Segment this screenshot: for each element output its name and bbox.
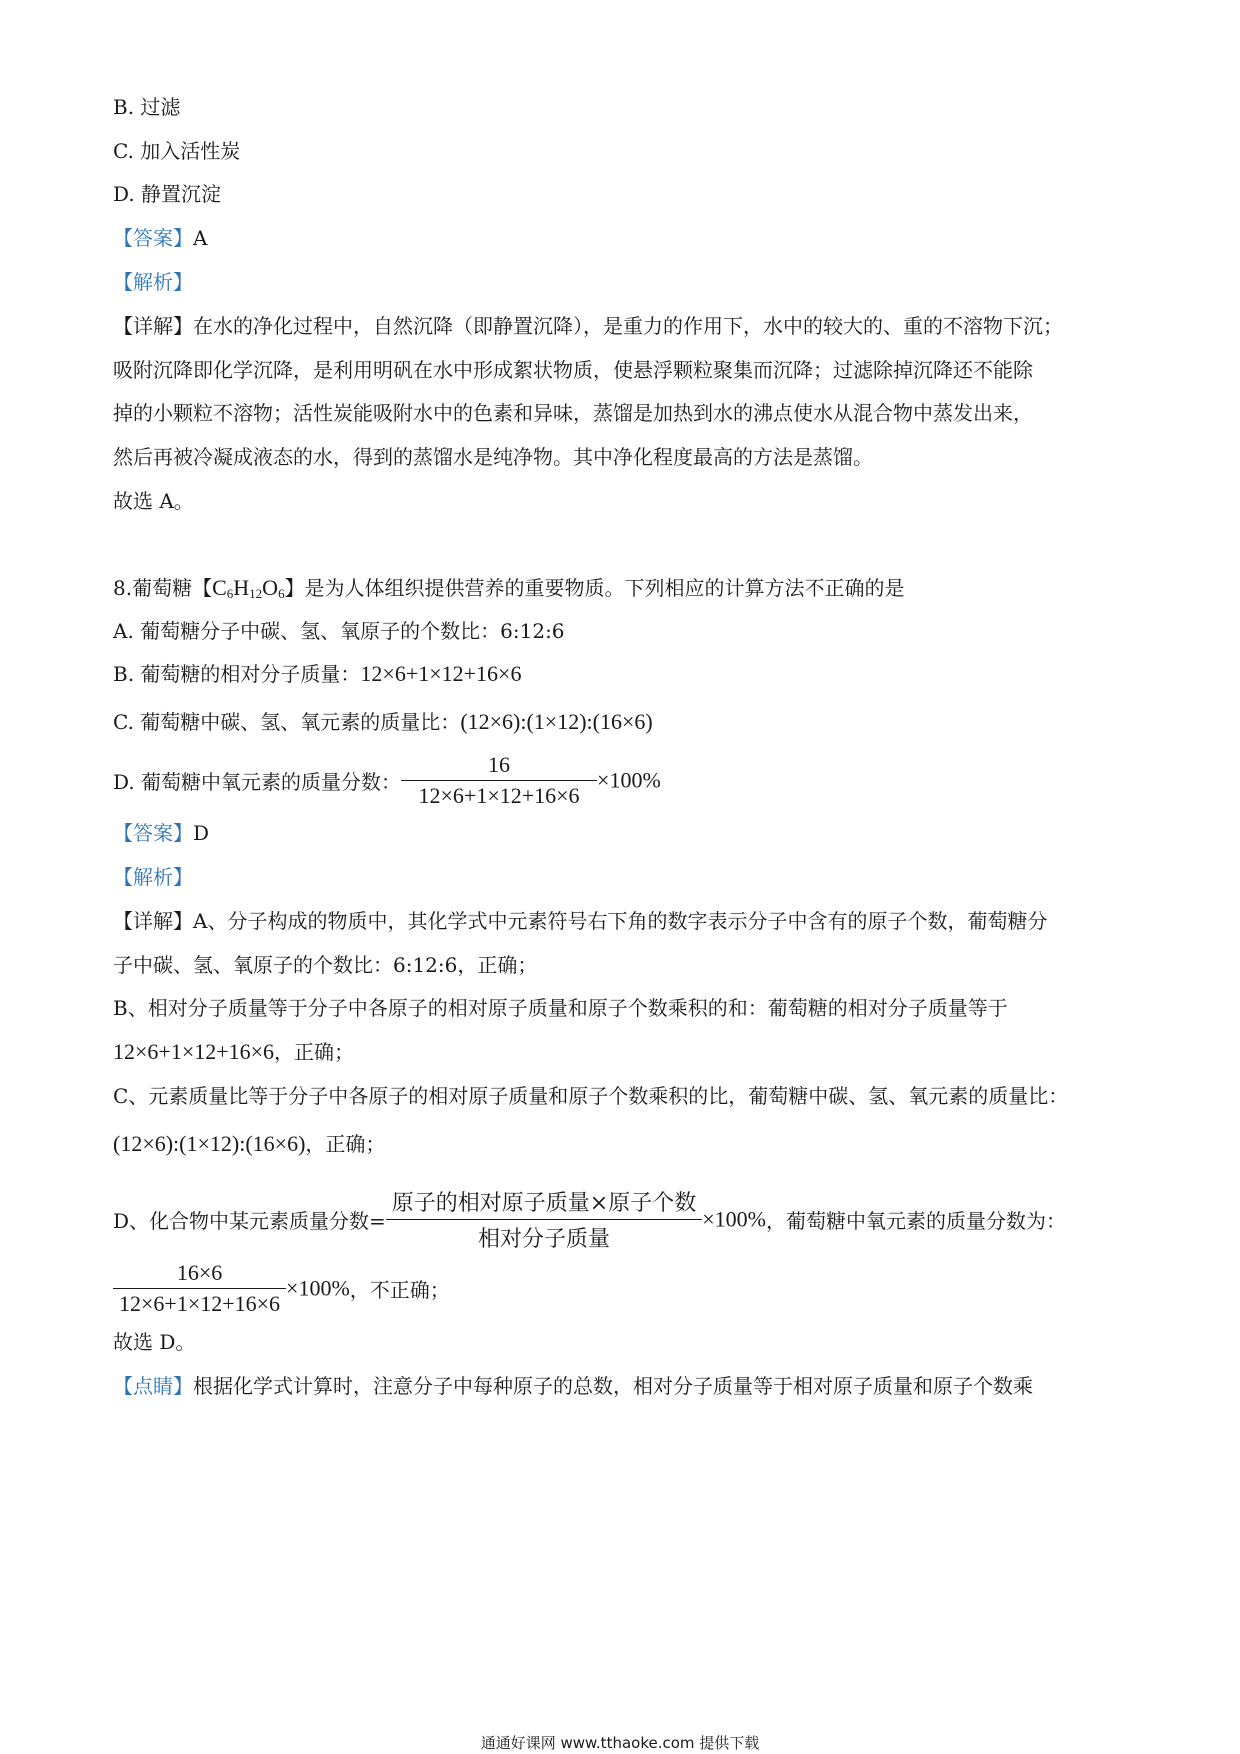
detail-math: ×100% bbox=[286, 1275, 350, 1301]
q8-detail-d-line-2 bbox=[113, 1260, 450, 1317]
detail-text: 在水的净化过程中，自然沉降（即静置沉降），是重力的作用下，水中的较大的、重的不溶物下沉； bbox=[193, 314, 1063, 338]
q7-answer bbox=[113, 224, 207, 252]
q8-detail-a-line-1 bbox=[113, 907, 1047, 935]
detail-tail: ，正确； bbox=[305, 1132, 386, 1156]
detail-tail: ，不正确； bbox=[349, 1278, 450, 1302]
stem-suffix: 】是为人体组织提供营养的重要物质。下列相应的计算方法不正确的是 bbox=[284, 576, 905, 600]
formula-h-sub: 12 bbox=[249, 586, 263, 601]
stem-prefix: 8.葡萄糖【 bbox=[113, 576, 213, 600]
q7-detail-line-3: 掉的小颗粒不溶物；活性炭能吸附水中的色素和异味，蒸馏是加热到水的沸点使水从混合物中蒸发出来， bbox=[113, 401, 1033, 425]
option-math: (12×6):(1×12):(16×6) bbox=[460, 709, 653, 734]
page-footer: 通通好课网 www.tthaoke.com 提供下载 bbox=[480, 1734, 760, 1752]
q7-option-d: D. 静置沉淀 bbox=[113, 182, 222, 206]
q7-option-b: B. 过滤 bbox=[113, 95, 181, 119]
q8-conclusion: 故选 D。 bbox=[113, 1330, 196, 1354]
q8-tip bbox=[113, 1372, 1033, 1400]
q8-stem bbox=[113, 574, 905, 608]
option-label: D. 葡萄糖中氧元素的质量分数： bbox=[113, 770, 402, 794]
answer-value: A bbox=[193, 226, 208, 250]
fraction-denominator: 相对分子质量 bbox=[386, 1219, 702, 1253]
q8-option-d bbox=[113, 752, 661, 809]
option-d-fraction bbox=[401, 752, 597, 809]
formula-o-sub: 6 bbox=[278, 586, 285, 601]
formula-h: H bbox=[233, 575, 250, 600]
detail-math: (12×6):(1×12):(16×6) bbox=[113, 1131, 306, 1156]
q8-option-a: A. 葡萄糖分子中碳、氢、氧原子的个数比：6:12:6 bbox=[113, 619, 565, 643]
detail-text: ，葡萄糖中氧元素的质量分数为： bbox=[765, 1209, 1066, 1233]
option-label: B. 葡萄糖的相对分子质量： bbox=[113, 662, 361, 686]
fraction-numerator: 原子的相对原子质量×原子个数 bbox=[391, 1191, 697, 1216]
q8-analysis-tag: 【解析】 bbox=[113, 865, 193, 889]
detail-math: 12×6+1×12+16×6 bbox=[113, 1039, 275, 1064]
detail-tag: 【详解】 bbox=[113, 909, 193, 933]
formula-c-sub: 6 bbox=[226, 586, 234, 601]
q8-option-b bbox=[113, 660, 521, 688]
q7-option-c: C. 加入活性炭 bbox=[113, 139, 241, 163]
detail-tail: ，正确； bbox=[274, 1040, 355, 1064]
formula-o: O bbox=[262, 575, 279, 600]
option-math-tail: ×100% bbox=[597, 767, 661, 793]
q8-detail-c-line-1: C、元素质量比等于分子中各原子的相对原子质量和原子个数乘积的比，葡萄糖中碳、氢、氧元素的质量比： bbox=[113, 1084, 1069, 1108]
q7-detail-line-1 bbox=[113, 312, 1063, 340]
q8-option-c bbox=[113, 708, 653, 736]
detail-d2-fraction bbox=[113, 1260, 286, 1317]
answer-tag: 【答案】 bbox=[113, 821, 193, 845]
fraction-numerator: 16×6 bbox=[176, 1260, 223, 1285]
option-math: 12×6+1×12+16×6 bbox=[360, 661, 522, 686]
q8-answer bbox=[113, 819, 209, 847]
detail-math: ×100% bbox=[702, 1206, 766, 1232]
q8-detail-a-line-2: 子中碳、氢、氧原子的个数比：6:12:6，正确； bbox=[113, 953, 538, 977]
q8-detail-c-line-2 bbox=[113, 1130, 385, 1158]
detail-d-fraction bbox=[386, 1186, 702, 1253]
detail-tag: 【详解】 bbox=[113, 314, 193, 338]
detail-text: A、分子构成的物质中，其化学式中元素符号右下角的数字表示分子中含有的原子个数，葡萄糖分 bbox=[193, 909, 1048, 933]
answer-value: D bbox=[193, 821, 210, 845]
fraction-denominator: 12×6+1×12+16×6 bbox=[401, 780, 597, 809]
q8-detail-b-line-1: B、相对分子质量等于分子中各原子的相对原子质量和原子个数乘积的和：葡萄糖的相对分子质量等于 bbox=[113, 996, 1008, 1020]
q7-detail-line-4: 然后再被冷凝成液态的水，得到的蒸馏水是纯净物。其中净化程度最高的方法是蒸馏。 bbox=[113, 445, 873, 469]
fraction-denominator: 12×6+1×12+16×6 bbox=[113, 1288, 286, 1317]
option-label: C. 葡萄糖中碳、氢、氧元素的质量比： bbox=[113, 710, 461, 734]
answer-tag: 【答案】 bbox=[113, 226, 193, 250]
q7-detail-line-2: 吸附沉降即化学沉降，是利用明矾在水中形成絮状物质，使悬浮颗粒聚集而沉降；过滤除掉沉降还不能除 bbox=[113, 358, 1033, 382]
q7-analysis-tag: 【解析】 bbox=[113, 270, 193, 294]
fraction-numerator: 16 bbox=[488, 752, 511, 777]
detail-text: D、化合物中某元素质量分数= bbox=[113, 1209, 386, 1233]
tip-text: 根据化学式计算时，注意分子中每种原子的总数，相对分子质量等于相对原子质量和原子个数乘 bbox=[193, 1374, 1033, 1398]
glucose-formula bbox=[212, 575, 284, 600]
q8-detail-d-line-1 bbox=[113, 1186, 1066, 1253]
tip-tag: 【点睛】 bbox=[113, 1374, 193, 1398]
q7-conclusion: 故选 A。 bbox=[113, 489, 194, 513]
formula-c: C bbox=[212, 575, 227, 600]
q8-detail-b-line-2 bbox=[113, 1038, 354, 1066]
